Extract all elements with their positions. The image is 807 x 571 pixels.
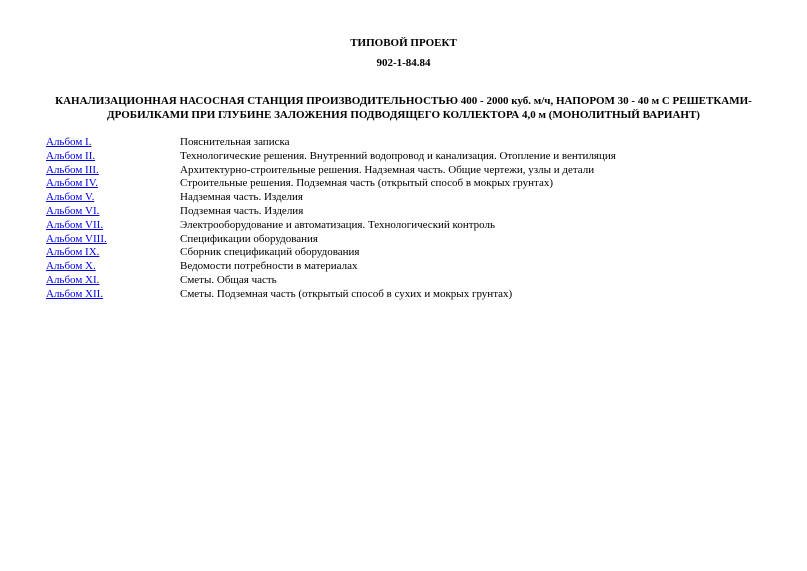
album-link-6[interactable]: Альбом VI. — [46, 204, 100, 217]
album-description: Технологические решения. Внутренний водопровод и канализация. Отопление и вентиляция — [180, 149, 616, 162]
album-link-4[interactable]: Альбом IV. — [46, 177, 98, 190]
list-item — [46, 233, 766, 247]
album-description: Сметы. Общая часть — [180, 273, 277, 286]
list-item — [46, 150, 766, 164]
list-item — [46, 246, 766, 260]
project-code: 902-1-84.84 — [376, 57, 431, 69]
album-description: Надземная часть. Изделия — [180, 191, 303, 204]
album-description: Сметы. Подземная часть (открытый способ в сухих и мокрых грунтах) — [180, 287, 513, 300]
list-item — [46, 205, 766, 219]
album-link-8[interactable]: Альбом VIII. — [46, 232, 107, 245]
album-link-3[interactable]: Альбом III. — [46, 163, 99, 176]
album-link-9[interactable]: Альбом IX. — [46, 246, 100, 259]
list-item — [46, 164, 766, 178]
album-link-11[interactable]: Альбом XI. — [46, 273, 100, 286]
album-link-10[interactable]: Альбом X. — [46, 260, 96, 273]
album-description: Строительные решения. Подземная часть (открытый способ в мокрых грунтах) — [180, 177, 553, 190]
album-description: Электрооборудование и автоматизация. Технологический контроль — [180, 218, 496, 231]
album-link-1[interactable]: Альбом I. — [46, 136, 92, 148]
album-link-12[interactable]: Альбом XII. — [46, 287, 104, 300]
list-item — [46, 274, 766, 288]
album-link-2[interactable]: Альбом II. — [46, 149, 96, 162]
list-item — [46, 191, 766, 205]
album-description: Подземная часть. Изделия — [180, 204, 304, 217]
album-description: Архитектурно-строительные решения. Надземная часть. Общие чертежи, узлы и детали — [180, 163, 595, 176]
album-description: Сборник спецификаций оборудования — [180, 246, 360, 259]
album-link-5[interactable]: Альбом V. — [46, 191, 95, 204]
list-item — [46, 260, 766, 274]
list-item — [46, 177, 766, 191]
document-header: ТИПОВОЙ ПРОЕКТ — [350, 37, 457, 49]
document-title: КАНАЛИЗАЦИОННАЯ НАСОСНАЯ СТАНЦИЯ ПРОИЗВОДИТЕЛЬНОСТЬЮ 400 - 2000 куб. м/ч, НАПОРОМ 30 - 40 м С РЕШЕТКАМИ-ДРОБИЛКАМИ ПРИ ГЛУБИНЕ ЗАЛОЖЕНИЯ ПОДВОДЯЩЕГО КОЛЛЕКТОРА 4,0 м (МОНОЛИТНЫЙ ВАРИАНТ) — [55, 95, 752, 121]
album-description: Пояснительная записка — [180, 136, 290, 148]
album-description: Ведомости потребности в материалах — [180, 260, 358, 273]
list-item — [46, 288, 766, 302]
album-link-7[interactable]: Альбом VII. — [46, 218, 104, 231]
album-description: Спецификации оборудования — [180, 232, 318, 245]
list-item — [46, 219, 766, 233]
album-list — [46, 136, 766, 302]
list-item — [46, 136, 766, 150]
